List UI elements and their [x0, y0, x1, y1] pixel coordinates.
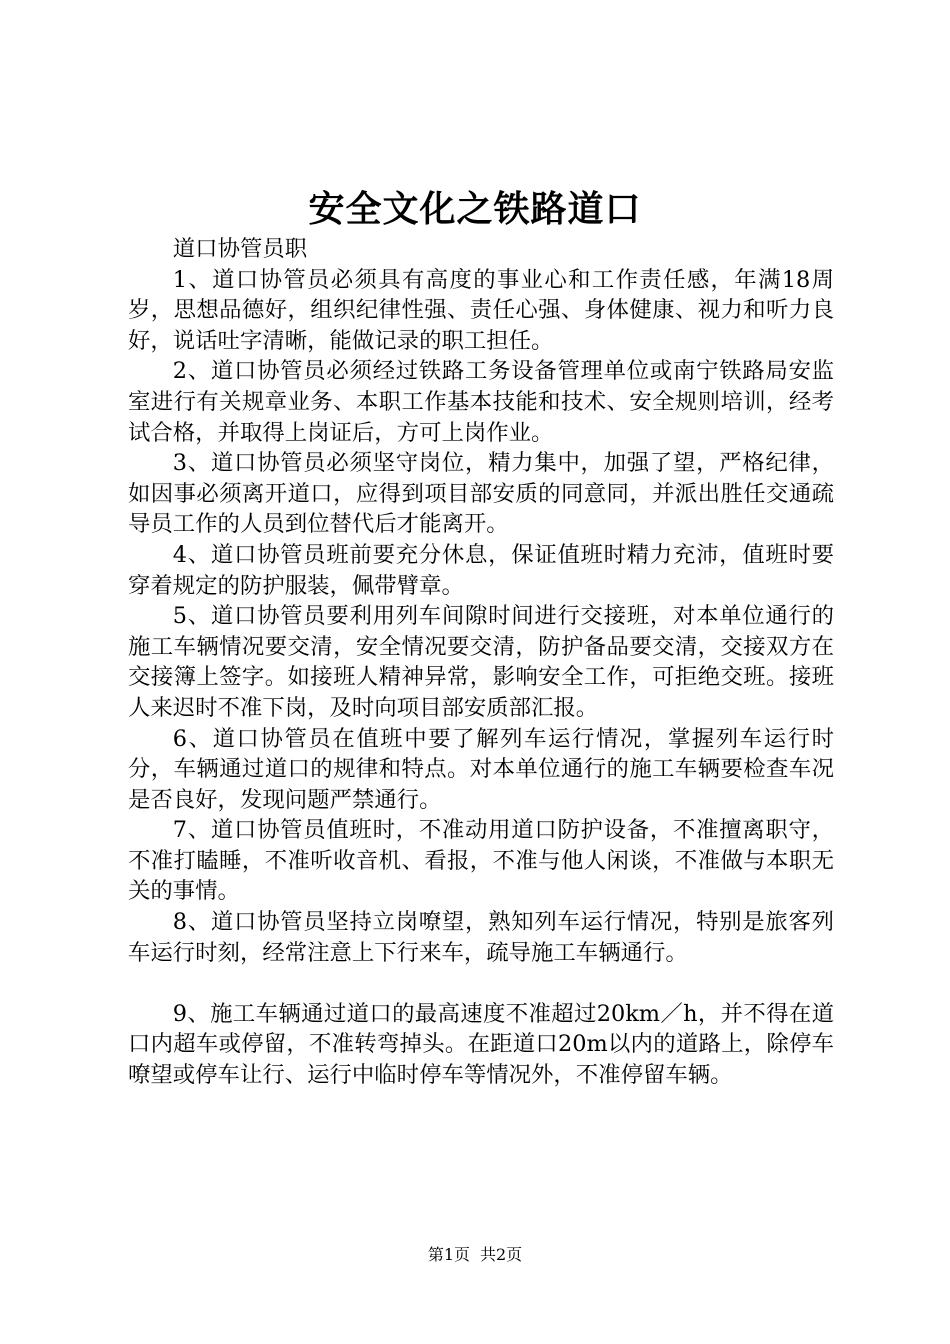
- paragraph-6: 6、道口协管员在值班中要了解列车运行情况，掌握列车运行时分，车辆通过道口的规律和特点。对本单位通行的施工车辆要检查车况是否良好，发现问题严禁通行。: [128, 725, 834, 813]
- document-title: 安全文化之铁路道口: [308, 188, 642, 230]
- page-number: 第1页: [427, 1245, 470, 1264]
- document-body: [128, 234, 834, 1091]
- page-total: 共2页: [480, 1245, 523, 1264]
- paragraph-2: 2、道口协管员必须经过铁路工务设备管理单位或南宁铁路局安监室进行有关规章业务、本职工作基本技能和技术、安全规则培训，经考试合格，并取得上岗证后，方可上岗作业。: [128, 358, 834, 446]
- page-footer: [0, 1244, 950, 1266]
- subtitle: 道口协管员职: [172, 236, 308, 262]
- paragraph-5: 5、道口协管员要利用列车间隙时间进行交接班，对本单位通行的施工车辆情况要交清，安全情况要交清，防护备品要交清，交接双方在交接簿上签字。如接班人精神异常，影响安全工作，可拒绝交班。接班人来迟时不准下岗，及时向项目部安质部汇报。: [128, 603, 834, 721]
- paragraph-7: 7、道口协管员值班时，不准动用道口防护设备，不准擅离职守，不准打瞌睡，不准听收音机、看报，不准与他人闲谈，不准做与本职无关的事情。: [128, 817, 834, 905]
- paragraph-1: 1、道口协管员必须具有高度的事业心和工作责任感，年满18周岁，思想品德好，组织纪律性强、责任心强、身体健康、视力和听力良好，说话吐字清晰，能做记录的职工担任。: [128, 266, 834, 354]
- paragraph-4: 4、道口协管员班前要充分休息，保证值班时精力充沛，值班时要穿着规定的防护服装，佩带臂章。: [128, 541, 834, 599]
- paragraph-9: 9、施工车辆通过道口的最高速度不准超过20km／h，并不得在道口内超车或停留，不准转弯掉头。在距道口20m以内的道路上，除停车嘹望或停车让行、运行中临时停车等情况外，不准停留车辆。: [128, 1000, 834, 1089]
- paragraph-8: 8、道口协管员坚持立岗嘹望，熟知列车运行情况，特别是旅客列车运行时刻，经常注意上下行来车，疏导施工车辆通行。: [128, 909, 834, 966]
- paragraph-3: 3、道口协管员必须坚守岗位，精力集中，加强了望，严格纪律，如因事必须离开道口，应得到项目部安质的同意同，并派出胜任交通疏导员工作的人员到位替代后才能离开。: [128, 450, 834, 538]
